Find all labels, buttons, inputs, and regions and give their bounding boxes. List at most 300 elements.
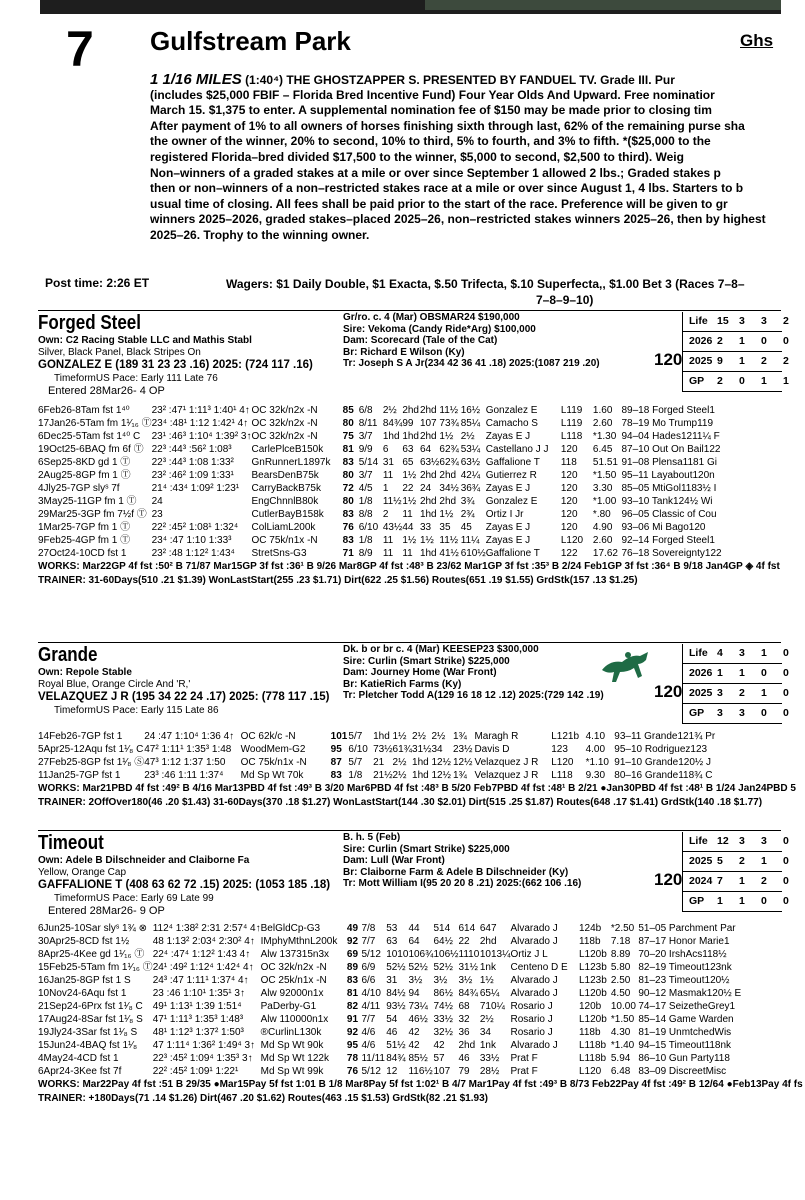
pp-cell: 27Oct24-10CD fst 1	[38, 548, 127, 559]
pp-cell: 120	[560, 483, 578, 494]
life-row	[683, 372, 789, 392]
pp-cell: 70–20 IrshAcs118½	[638, 949, 727, 960]
pp-cell: StretSns-G3	[251, 548, 307, 559]
pp-cell: Gaffalione T	[485, 457, 540, 468]
table-row	[38, 974, 781, 987]
life-cell: 2	[761, 875, 767, 887]
condition-line: 2025–26. Trophy to the winning owner.	[150, 227, 370, 242]
pp-cell: 23 :46 1:10¹ 1:35¹ 3↑	[152, 988, 245, 999]
table-row	[38, 469, 781, 482]
top-banner-strip	[425, 0, 781, 10]
pp-cell: 23³ :46 1:11 1:37⁴	[144, 770, 224, 781]
pp-cell: 80–16 Grande118¾ C	[614, 770, 713, 781]
life-cell: 0	[783, 835, 789, 847]
pp-cell: L118	[551, 770, 573, 781]
life-cell: 1	[761, 647, 767, 659]
pp-cell: 61¾	[392, 744, 413, 755]
breeding	[343, 832, 581, 890]
pp-cell: CutlerBayB158k	[251, 509, 324, 520]
pp-cell: 45	[460, 522, 472, 533]
pp-cell: 52½	[408, 962, 428, 973]
life-cell: 0	[761, 667, 767, 679]
works: WORKS: Mar21PBD 4f fst :49² B 4/16 Mar13PBD 4f fst :49³ B 3/20 Mar6PBD 4f fst :48³ B 5/20 Feb7PBD 4f fst :48¹ B 2/21 ●Jan30PBD 4f fst :48¹ B 1/24 Jan24PBD 5	[38, 783, 796, 794]
pp-cell: 9/9	[358, 444, 373, 455]
pp-cell: 4May24-4CD fst 1	[38, 1053, 119, 1064]
pp-cell: 47³ 1:12 1:37 1:50	[144, 757, 226, 768]
pp-cell: 46	[458, 1053, 470, 1064]
pp-cell: L120b	[579, 949, 607, 960]
pp-cell: 1hd	[402, 431, 419, 442]
pp-cell: 4.90	[592, 522, 613, 533]
pp-cell: 23² :47¹ 1:11³ 1:40¹ 4↑	[151, 405, 250, 416]
pp-cell: 2hd	[439, 496, 457, 507]
pp-cell: 94–15 Timeout118nk	[638, 1040, 732, 1051]
pp-cell: 95	[330, 744, 342, 755]
pp-cell: 35	[439, 522, 451, 533]
pp-cell: 17Jan26-5Tam fm 1¹⁄₁₆ Ⓣ	[38, 418, 152, 429]
pp-cell: 6.48	[610, 1066, 631, 1077]
dam: Dam: Scorecard (Tale of the Cat)	[343, 335, 498, 347]
life-row	[683, 332, 789, 352]
pp-cell: 6Dec25-5Tam fst 1⁴⁰ C	[38, 431, 141, 442]
pp-cell: 8/11	[358, 418, 378, 429]
pp-cell: Zayas E J	[485, 522, 531, 533]
pp-cell: 14Feb26-7GP fst 1	[38, 731, 123, 742]
pp-cell: 106½	[433, 949, 459, 960]
life-row	[683, 832, 789, 852]
pp-cell: 4/11	[361, 1001, 381, 1012]
pp-cell: 4/10	[361, 988, 381, 999]
pp-cell: 86½	[433, 988, 453, 999]
pp-cell: 2hd	[439, 470, 457, 481]
pp-cell: 4.00	[585, 744, 606, 755]
pp-cell: 64	[408, 936, 420, 947]
pp-cell: 85½	[408, 1053, 428, 1064]
pp-cell: 2½	[460, 431, 475, 442]
post-time: Post time: 2:26 ET	[45, 276, 150, 290]
pp-cell: 19Jly24-3Sar fst 1¹⁄₈ S	[38, 1027, 138, 1038]
pp-cell: 89	[346, 962, 359, 973]
horse-name: Timeout	[38, 832, 104, 854]
pp-cell: Camacho S	[485, 418, 538, 429]
pp-cell: *1.10	[585, 757, 609, 768]
pp-cell: 15Feb25-5Tam fm 1¹⁄₁₆ Ⓣ	[38, 962, 153, 973]
pp-cell: OC 32k/n2x -N	[260, 962, 327, 973]
pp-cell: 6/9	[361, 962, 376, 973]
pp-cell: 22³ :44³ :56² 1:08³	[151, 444, 232, 455]
pp-cell: 22³ :44³ 1:08 1:33²	[151, 457, 234, 468]
pp-cell: 63	[386, 936, 398, 947]
race-number: 7	[66, 21, 94, 77]
top-banner	[40, 0, 781, 14]
table-row	[38, 730, 781, 743]
pp-cell: 11	[382, 548, 394, 559]
pp-cell: 1nk	[479, 1040, 496, 1051]
breeder: Br: KatieRich Farms (Ky)	[343, 678, 462, 690]
life-cell: 0	[783, 855, 789, 867]
owner: Own: Repole Stable	[38, 667, 132, 678]
pp-cell: 1½	[402, 470, 417, 481]
pp-cell: 1½	[439, 509, 454, 520]
pp-cell: 12½	[431, 770, 451, 781]
life-row	[683, 892, 789, 912]
pp-cell: 87	[330, 757, 342, 768]
pp-cell: 2.50	[610, 975, 631, 986]
pp-cell: 1010	[386, 949, 409, 960]
pp-cell: 47¹ 1:11³ 1:35³ 1:48³	[152, 1014, 244, 1025]
horse-name: Forged Steel	[38, 312, 141, 334]
pp-cell: 24	[419, 483, 432, 494]
pp-cell: ®CurlinL130k	[260, 1027, 322, 1038]
owner: Own: Adele B Dilschneider and Claiborne Fa	[38, 855, 250, 866]
pp-cell: 73¾	[439, 418, 459, 429]
life-cell: 2	[739, 687, 745, 699]
pp-cell: 1hd	[412, 770, 429, 781]
pp-cell: 6.45	[592, 444, 613, 455]
pp-cell: 1110	[458, 949, 480, 960]
life-cell: GP	[689, 707, 705, 719]
pp-cell: 30Apr25-8CD fst 1½	[38, 936, 130, 947]
life-cell: 3	[761, 835, 767, 847]
pp-cell: 6/8	[358, 405, 373, 416]
pp-cell: 1	[382, 483, 389, 494]
pp-cell: 52½	[433, 962, 453, 973]
life-cell: 2	[761, 355, 767, 367]
pp-cell: 31	[386, 975, 398, 986]
pp-cell: 5.94	[610, 1053, 631, 1064]
pp-cell: 17Aug24-8Sar fst 1¹⁄₈ S	[38, 1014, 143, 1025]
pp-cell: 7/7	[361, 1014, 376, 1025]
table-row	[38, 456, 781, 469]
pp-cell: 83	[342, 457, 354, 468]
pp-cell: 107	[419, 418, 437, 429]
pp-cell: 85–05 MtiGol1183½ I	[621, 483, 717, 494]
pp-cell: 64½	[433, 936, 453, 947]
pp-cell: 92	[346, 936, 359, 947]
race-distance: 1 1/16 MILES	[150, 71, 242, 88]
life-cell: 2024	[689, 875, 713, 887]
owner: Own: C2 Racing Stable LLC and Mathis Stabl	[38, 335, 252, 346]
pp-cell: 120	[560, 522, 578, 533]
sire: Sire: Vekoma (Candy Ride*Arg) $100,000	[343, 323, 536, 335]
pp-cell: 1/8	[348, 770, 363, 781]
pp-cell: IMphyMthnL200k	[260, 936, 338, 947]
pp-cell: 2hd	[458, 1040, 476, 1051]
life-cell: Life	[689, 835, 708, 847]
pp-cell: 11	[382, 470, 394, 481]
pp-cell: 1½	[439, 431, 454, 442]
pp-cell: 6Jun25-10Sar slyˢ 1¾ ⊗	[38, 923, 148, 934]
pp-cell: Alw 92000n1x	[260, 988, 324, 999]
pp-cell: 22³ :45² 1:09⁴ 1:35³ 3↑	[152, 1053, 253, 1064]
pp-cell: 80	[342, 496, 354, 507]
trainer-stats	[38, 575, 638, 586]
condition-line: March 15. $1,375 to enter. A supplemental nomination fee of $150 may be made prior to closing tim	[150, 103, 712, 118]
pp-cell: 6Feb26-8Tam fst 1⁴⁰	[38, 405, 130, 416]
pp-cell: 23	[151, 509, 163, 520]
pp-cell: 84¾	[458, 988, 478, 999]
table-row	[38, 534, 781, 547]
pp-cell: 48 1:13² 2:03⁴ 2:30² 4↑	[152, 936, 255, 947]
table-row	[38, 521, 781, 534]
pp-cell: 83	[346, 975, 359, 986]
pp-cell: 49	[346, 923, 359, 934]
pp-cell: 101	[330, 731, 348, 742]
life-row	[683, 664, 789, 684]
life-cell: 4	[717, 647, 723, 659]
pp-cell: 6Sep25-8KD gd 1 Ⓣ	[38, 457, 131, 468]
pp-cell: 91	[346, 1014, 359, 1025]
pp-cell: 2½	[392, 757, 407, 768]
pp-cell: 2hd	[479, 936, 497, 947]
life-cell: 3	[717, 687, 723, 699]
life-row	[683, 872, 789, 892]
pp-cell: 514	[433, 923, 451, 934]
horse-entry	[38, 312, 789, 642]
table-row	[38, 404, 781, 417]
pp-cell: 84¾	[386, 1053, 406, 1064]
pp-cell: 118	[560, 457, 577, 468]
table-row	[38, 443, 781, 456]
life-cell: 1	[761, 375, 767, 387]
pp-cell: 47² 1:11¹ 1:35³ 1:48	[144, 744, 232, 755]
pp-cell: 12½	[431, 757, 451, 768]
life-cell: 15	[717, 315, 729, 327]
life-cell: 0	[739, 375, 745, 387]
life-cell: 7	[717, 875, 723, 887]
pp-cell: 51–05 Parchment Par	[638, 923, 736, 934]
pp-cell: *2.50	[610, 923, 635, 934]
pp-cell: 2¾	[460, 509, 475, 520]
breeding	[343, 312, 600, 370]
life-cell: 1	[717, 667, 723, 679]
pp-cell: 9Feb25-4GP fm 1 Ⓣ	[38, 535, 131, 546]
pp-cell: 112⁴ 1:38² 2:31 2:57⁴ 4↑	[152, 923, 261, 934]
pp-cell: *.80	[592, 509, 611, 520]
pp-cell: Velazquez J R	[474, 770, 539, 781]
pp-cell: 6	[382, 444, 389, 455]
past-performances	[38, 730, 781, 782]
pp-cell: Zayas E J	[485, 431, 531, 442]
pp-cell: 64	[419, 444, 432, 455]
pp-cell: 120b	[579, 1001, 602, 1012]
pp-cell: L120	[551, 757, 574, 768]
pp-cell: 6/10	[358, 522, 379, 533]
pp-cell: L121b	[551, 731, 580, 742]
pp-cell: PaDerby-G1	[260, 1001, 317, 1012]
life-cell: 0	[783, 707, 789, 719]
dam: Dam: Journey Home (War Front)	[343, 667, 497, 679]
pp-cell: 48¹ 1:12³ 1:37² 1:50³	[152, 1027, 244, 1038]
pp-cell: 120	[560, 509, 578, 520]
pp-cell: L118b	[579, 1040, 607, 1051]
pp-cell: 63½	[419, 457, 440, 468]
life-cell: GP	[689, 895, 705, 907]
pp-cell: 1¾	[452, 731, 467, 742]
pp-cell: 4Jly25-7GP slyˢ 7f	[38, 483, 120, 494]
pp-cell: 1013¼	[479, 949, 511, 960]
pp-cell: 52½	[386, 962, 406, 973]
pp-cell: 1hd	[412, 757, 429, 768]
pp-cell: 83–09 DiscreetMisc	[638, 1066, 727, 1077]
life-cell: 2025	[689, 855, 713, 867]
track-name-truncated: Ghs	[740, 31, 774, 50]
life-row	[683, 352, 789, 372]
past-performances	[38, 922, 781, 1078]
pp-cell: 2½	[392, 770, 407, 781]
pp-cell: 42	[433, 1040, 445, 1051]
pp-cell: 11/11	[361, 1053, 385, 1064]
life-cell: 1	[739, 895, 745, 907]
silks: Silver, Black Panel, Black Stripes On	[38, 347, 201, 358]
pp-cell: 120	[560, 444, 578, 455]
life-row	[683, 312, 789, 332]
pp-cell: 90–12 Masmak120½ E	[638, 988, 742, 999]
pp-cell: 2	[382, 509, 389, 520]
pp-cell: 16½	[460, 405, 481, 416]
pp-cell: Alvarado J	[510, 936, 558, 947]
pp-cell: 74½	[433, 1001, 453, 1012]
table-row	[38, 547, 781, 560]
pp-cell: L119	[560, 418, 583, 429]
condition-line: the owner of the winner, 20% to second, 10% to third, 5% to fourth, and 3% to fifth. *($25,000 to the	[150, 134, 711, 149]
pp-cell: 22⁴ :47⁴ 1:12² 1:43 4↑	[152, 949, 251, 960]
pp-cell: 23¹ :46³ 1:10⁴ 1:39² 3↑	[151, 431, 252, 442]
pace: TimeformUS Pace: Early 111 Late 76	[54, 373, 218, 384]
pp-cell: L120b	[579, 1014, 607, 1025]
pp-cell: 82–19 Timeout123nk	[638, 962, 732, 973]
pp-cell: 34	[479, 1027, 491, 1038]
pp-cell: 79	[458, 1066, 470, 1077]
pp-cell: 8Apr25-4Kee gd 1¹⁄₁₆ Ⓣ	[38, 949, 145, 960]
table-row	[38, 769, 781, 782]
pp-cell: 42	[408, 1040, 420, 1051]
sex-age: B. h. 5 (Feb)	[343, 832, 401, 843]
pp-cell: Castellano J J	[485, 444, 549, 455]
life-cell: GP	[689, 375, 705, 387]
pp-cell: 5/7	[348, 757, 363, 768]
table-row	[38, 495, 781, 508]
pp-cell: 17.62	[592, 548, 618, 559]
pp-cell: 3/7	[358, 431, 373, 442]
pp-cell: 53	[386, 923, 398, 934]
pp-cell: 46½	[408, 1014, 428, 1025]
pp-cell: 6/6	[361, 975, 376, 986]
pp-cell: *1.40	[610, 1040, 635, 1051]
pp-cell: 36	[458, 1027, 470, 1038]
pp-cell: 81–23 Timeout120½	[638, 975, 730, 986]
pp-cell: 3¾	[460, 496, 475, 507]
pp-cell: Alvarado J	[510, 923, 558, 934]
table-row	[38, 1065, 781, 1078]
pp-cell: 5/12	[361, 949, 381, 960]
pp-cell: 81–19 UnmtchedWis	[638, 1027, 732, 1038]
pp-cell: 614	[458, 923, 476, 934]
pp-cell: 12	[386, 1066, 398, 1077]
pp-cell: 44	[408, 923, 420, 934]
pp-cell: Centeno D E	[510, 962, 568, 973]
pp-cell: WoodMem-G2	[240, 744, 306, 755]
pp-cell: 83	[330, 770, 342, 781]
pp-cell: 6/10	[348, 744, 368, 755]
pp-cell: 86–10 Gun Party118	[638, 1053, 730, 1064]
pp-cell: 78	[346, 1053, 359, 1064]
pp-cell: 1hd	[419, 509, 437, 520]
pp-cell: 63	[402, 444, 414, 455]
pp-cell: 9.30	[585, 770, 606, 781]
race-conditions	[150, 72, 781, 244]
life-cell: 2026	[689, 667, 713, 679]
pp-cell: 647	[479, 923, 497, 934]
pp-cell: 96–05 Classic of Cou	[621, 509, 717, 520]
pp-cell: 80	[342, 418, 354, 429]
pp-cell: 2Aug25-8GP fm 1 Ⓣ	[38, 470, 131, 481]
pp-cell: L119	[560, 405, 583, 416]
life-cell: Life	[689, 315, 708, 327]
life-cell: 2	[783, 315, 789, 327]
weight: 120	[654, 870, 683, 889]
pp-cell: 107	[433, 1066, 451, 1077]
life-cell: 1	[739, 335, 745, 347]
trainer-stats-text: TRAINER: 2OffOver180(46 .20 $1.43) 31-60Days(370 .18 $1.27) WonLastStart(144 .30 $2.01) Dirt(515 .25 $1.87) Routes(648 .17 $1.41) GrdStk(140 .18 $1.77)	[38, 797, 763, 808]
life-cell: 3	[739, 315, 745, 327]
pp-cell: 1½	[402, 535, 417, 546]
trainer-stats	[38, 797, 762, 808]
jockey: GAFFALIONE T (408 63 62 72 .15) 2025: (1053 185 .18)	[38, 879, 331, 891]
entered: Entered 28Mar26- 4 OP	[48, 385, 165, 397]
pp-cell: 93½	[386, 1001, 406, 1012]
pp-cell: Rosario J	[510, 1014, 553, 1025]
pp-cell: L118	[560, 431, 583, 442]
life-cell: 3	[717, 707, 723, 719]
pp-cell: 31	[382, 457, 394, 468]
pp-cell: 93–11 Grande121¾ Pr	[614, 731, 716, 742]
pp-cell: 54	[386, 1014, 398, 1025]
pp-cell: BelGldCp-G3	[260, 923, 321, 934]
pp-cell: Prat F	[510, 1066, 538, 1077]
life-cell: 0	[783, 667, 789, 679]
pp-cell: L120	[579, 1066, 602, 1077]
pp-cell: 12½	[452, 757, 473, 768]
pp-cell: 11½	[382, 496, 402, 507]
pp-cell: L123b	[579, 962, 607, 973]
table-row	[38, 743, 781, 756]
pp-cell: 8.89	[610, 949, 631, 960]
pp-cell: 19Oct25-6BAQ fm 6f Ⓣ	[38, 444, 144, 455]
pp-cell: Rosario J	[510, 1027, 553, 1038]
life-cell: 0	[761, 335, 767, 347]
pp-cell: 34½	[439, 483, 459, 494]
life-record	[682, 644, 789, 724]
trainer-line: Tr: Mott William I(95 20 20 8 .21) 2025:(662 106 .16)	[343, 878, 582, 890]
condition-line: After payment of 1% to all owners of horses finishing sixth through last, 62% of the remaining purse sha	[150, 118, 745, 133]
pp-cell: 73¼	[408, 1001, 428, 1012]
pp-cell: 610½	[460, 548, 486, 559]
pace: TimeformUS Pace: Early 115 Late 86	[54, 705, 219, 716]
pp-cell: Zayas E J	[485, 483, 531, 494]
pp-cell: Velazquez J R	[474, 757, 539, 768]
pp-cell: 3½	[408, 975, 423, 986]
pp-cell: *1.00	[592, 496, 617, 507]
pp-cell: 76–18 Sovereignty122	[621, 548, 722, 559]
pp-cell: Alw 110000n1x	[260, 1014, 329, 1025]
pp-cell: 5/12	[361, 1066, 381, 1077]
pp-cell: 24	[151, 496, 163, 507]
table-row	[38, 756, 781, 769]
pp-cell: 22	[402, 483, 414, 494]
life-cell: 2	[717, 335, 723, 347]
life-cell: 1	[739, 875, 745, 887]
